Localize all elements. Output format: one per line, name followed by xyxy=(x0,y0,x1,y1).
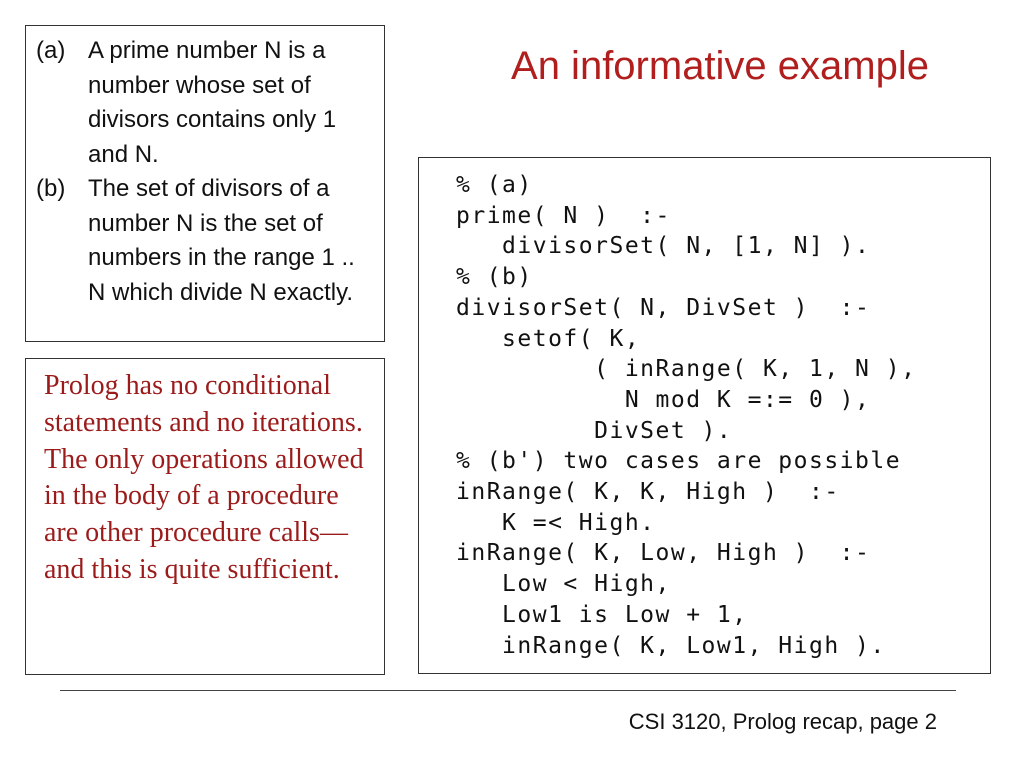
definitions-box xyxy=(25,25,385,342)
note-box xyxy=(25,358,385,675)
prolog-code: % (a) prime( N ) :- divisorSet( N, [1, N] ). % (b) divisorSet( N, DivSet ) :- setof( K, ( inRange( K, 1, N ), N mod K =:= 0 ), DivSet ). % (b') two cases are possible inRange( K, K, High ) :- K =< High. inRange( K, Low, High ) :- Low < High, Low1 is Low + 1, inRange( K, Low1, High ). xyxy=(456,172,917,659)
slide-title: An informative example xyxy=(511,44,929,88)
code-box xyxy=(418,157,991,674)
slide-footer: CSI 3120, Prolog recap, page 2 xyxy=(628,709,937,734)
note-text: Prolog has no conditional statements and no iterations. The only operations allowed in the body of a procedure are other procedure calls—and this is quite sufficient. xyxy=(44,370,364,585)
definition-text: The set of divisors of a number N is the set of numbers in the range 1 .. N which divide N exactly. xyxy=(88,175,355,306)
definition-marker: (b) xyxy=(36,175,66,202)
definition-text: A prime number N is a number whose set of divisors contains only 1 and N. xyxy=(88,37,337,168)
definition-marker: (a) xyxy=(36,37,66,64)
footer-divider xyxy=(60,690,956,691)
